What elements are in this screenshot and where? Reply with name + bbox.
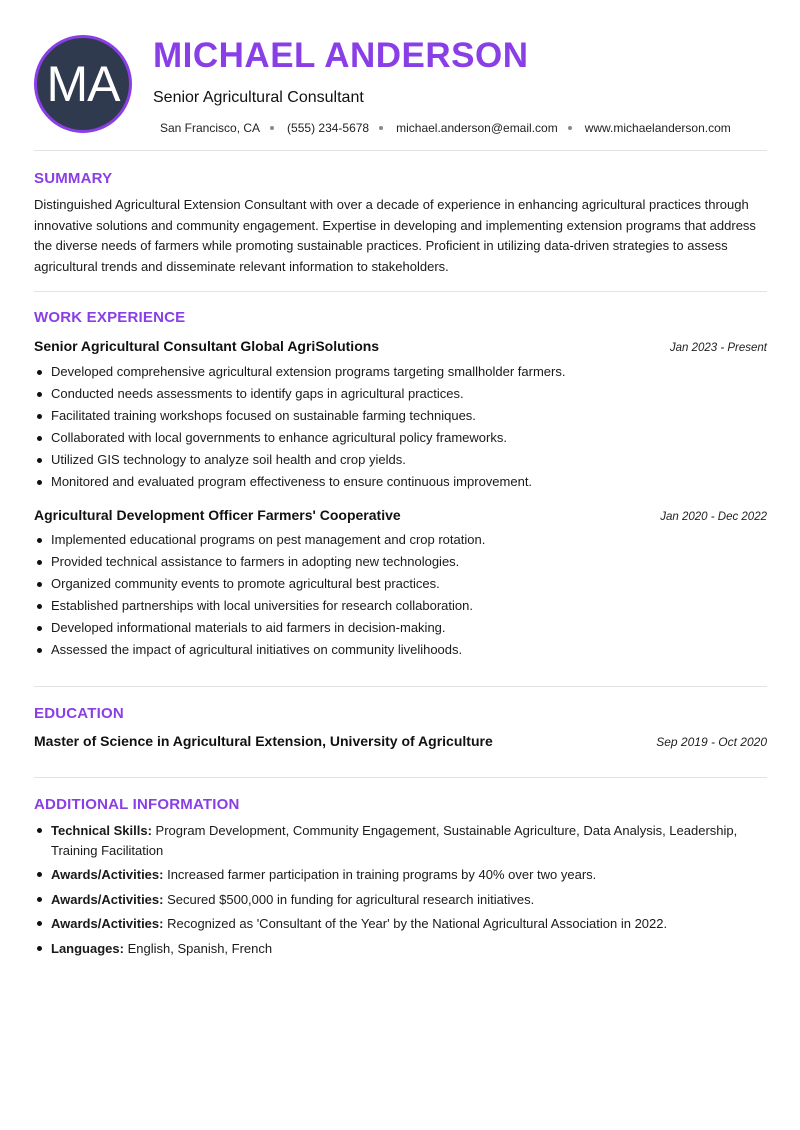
list-item <box>34 427 767 449</box>
list-item <box>34 890 767 910</box>
bullet-icon <box>37 538 42 543</box>
job-role: Senior Agricultural Consultant Global AgriSolutions <box>34 338 380 354</box>
job-dates: Jan 2020 - Dec 2022 <box>660 511 767 523</box>
bullet-text: Provided technical assistance to farmers in adopting new technologies. <box>51 554 460 569</box>
list-item <box>34 551 767 573</box>
contact-email[interactable]: michael.anderson@email.com <box>396 121 558 135</box>
bullet-icon <box>37 458 42 463</box>
list-item <box>34 529 767 551</box>
bullet-text: Conducted needs assessments to identify gaps in agricultural practices. <box>51 386 464 401</box>
divider <box>34 150 767 151</box>
bullet-icon <box>37 370 42 375</box>
candidate-title: Senior Agricultural Consultant <box>153 89 364 106</box>
bullet-text: Utilized GIS technology to analyze soil health and crop yields. <box>51 452 406 467</box>
divider <box>34 777 767 778</box>
bullet-text: Established partnerships with local universities for research collaboration. <box>51 598 473 613</box>
divider <box>34 686 767 687</box>
education-entry <box>34 733 767 749</box>
bullet-icon <box>37 648 42 653</box>
summary-text: Distinguished Agricultural Extension Consultant with over a decade of experience in enhancing agricultural practices through innovative solutions and community engagement. Expertise in developing and implementing extension programs that address the diverse needs of farmers while promoting sustainable practices. Proficient in utilizing data-driven strategies to assess agricultural trends and disseminate relevant information to stakeholders. <box>34 197 756 274</box>
bullet-icon <box>37 436 42 441</box>
job-bullets <box>34 529 767 661</box>
job-dates: Jan 2023 - Present <box>669 342 767 354</box>
info-text: Increased farmer participation in training programs by 40% over two years. <box>167 867 597 882</box>
education-heading: EDUCATION <box>34 705 124 722</box>
list-item <box>34 361 767 383</box>
contact-phone[interactable]: (555) 234-5678 <box>287 121 370 135</box>
contact-website[interactable]: www.michaelanderson.com <box>584 121 731 135</box>
job-role: Agricultural Development Officer Farmers' Cooperative <box>34 507 401 523</box>
contact-bar <box>160 120 731 136</box>
info-text: English, Spanish, French <box>127 940 273 956</box>
list-item <box>34 449 767 471</box>
info-label: Awards/Activities: <box>51 867 164 882</box>
experience-heading: WORK EXPERIENCE <box>34 309 186 326</box>
bullet-icon <box>37 828 42 833</box>
list-item <box>34 573 767 595</box>
bullet-text: Assessed the impact of agricultural initiatives on community livelihoods. <box>51 642 463 657</box>
avatar-initials: MA <box>46 56 120 112</box>
bullet-text: Implemented educational programs on pest management and crop rotation. <box>51 532 486 547</box>
summary-heading: SUMMARY <box>34 170 113 187</box>
info-text: Secured $500,000 in funding for agricultural research initiatives. <box>167 891 535 907</box>
list-item <box>34 617 767 639</box>
bullet-text: Collaborated with local governments to enhance agricultural policy frameworks. <box>51 430 507 445</box>
info-label: Awards/Activities: <box>51 891 164 907</box>
education-degree: Master of Science in Agricultural Extension, University of Agriculture <box>34 733 493 749</box>
job-bullets <box>34 361 767 493</box>
list-item <box>34 865 767 885</box>
bullet-text: Facilitated training workshops focused on sustainable farming techniques. <box>51 408 476 423</box>
list-item <box>34 471 767 493</box>
education-dates: Sep 2019 - Oct 2020 <box>656 735 767 749</box>
divider <box>34 291 767 292</box>
bullet-text: Developed comprehensive agricultural extension programs targeting smallholder farmers. <box>51 364 566 379</box>
separator-dot-icon <box>568 126 572 130</box>
info-text: Program Development, Community Engagement, Sustainable Agriculture, Data Analysis, Leadership, Training Facilitation <box>51 823 738 858</box>
info-label: Awards/Activities: <box>51 916 164 931</box>
separator-dot-icon <box>270 126 274 130</box>
list-item <box>34 914 767 934</box>
additional-heading: ADDITIONAL INFORMATION <box>34 796 240 813</box>
list-item <box>34 639 767 661</box>
bullet-icon <box>37 604 42 609</box>
bullet-icon <box>37 626 42 631</box>
bullet-icon <box>37 897 42 902</box>
list-item <box>34 405 767 427</box>
info-label: Technical Skills: <box>51 823 152 838</box>
bullet-icon <box>37 872 42 877</box>
bullet-icon <box>37 392 42 397</box>
bullet-icon <box>37 946 42 951</box>
bullet-icon <box>37 921 42 926</box>
bullet-icon <box>37 480 42 485</box>
candidate-name: MICHAEL ANDERSON <box>153 36 529 75</box>
list-item <box>34 383 767 405</box>
bullet-icon <box>37 560 42 565</box>
additional-list <box>34 821 767 963</box>
job-header <box>34 507 767 523</box>
bullet-text: Developed informational materials to aid farmers in decision-making. <box>51 620 446 635</box>
bullet-text: Monitored and evaluated program effectiveness to ensure continuous improvement. <box>51 474 533 489</box>
bullet-icon <box>37 582 42 587</box>
bullet-text: Organized community events to promote agricultural best practices. <box>51 576 440 591</box>
list-item <box>34 595 767 617</box>
contact-location: San Francisco, CA <box>160 121 261 135</box>
bullet-icon <box>37 414 42 419</box>
info-label: Languages: <box>51 940 124 956</box>
avatar <box>34 35 132 133</box>
job-header <box>34 338 767 354</box>
list-item <box>34 821 767 860</box>
separator-dot-icon <box>379 126 383 130</box>
list-item <box>34 939 767 959</box>
info-text: Recognized as 'Consultant of the Year' by the National Agricultural Association in 2022. <box>167 916 668 931</box>
